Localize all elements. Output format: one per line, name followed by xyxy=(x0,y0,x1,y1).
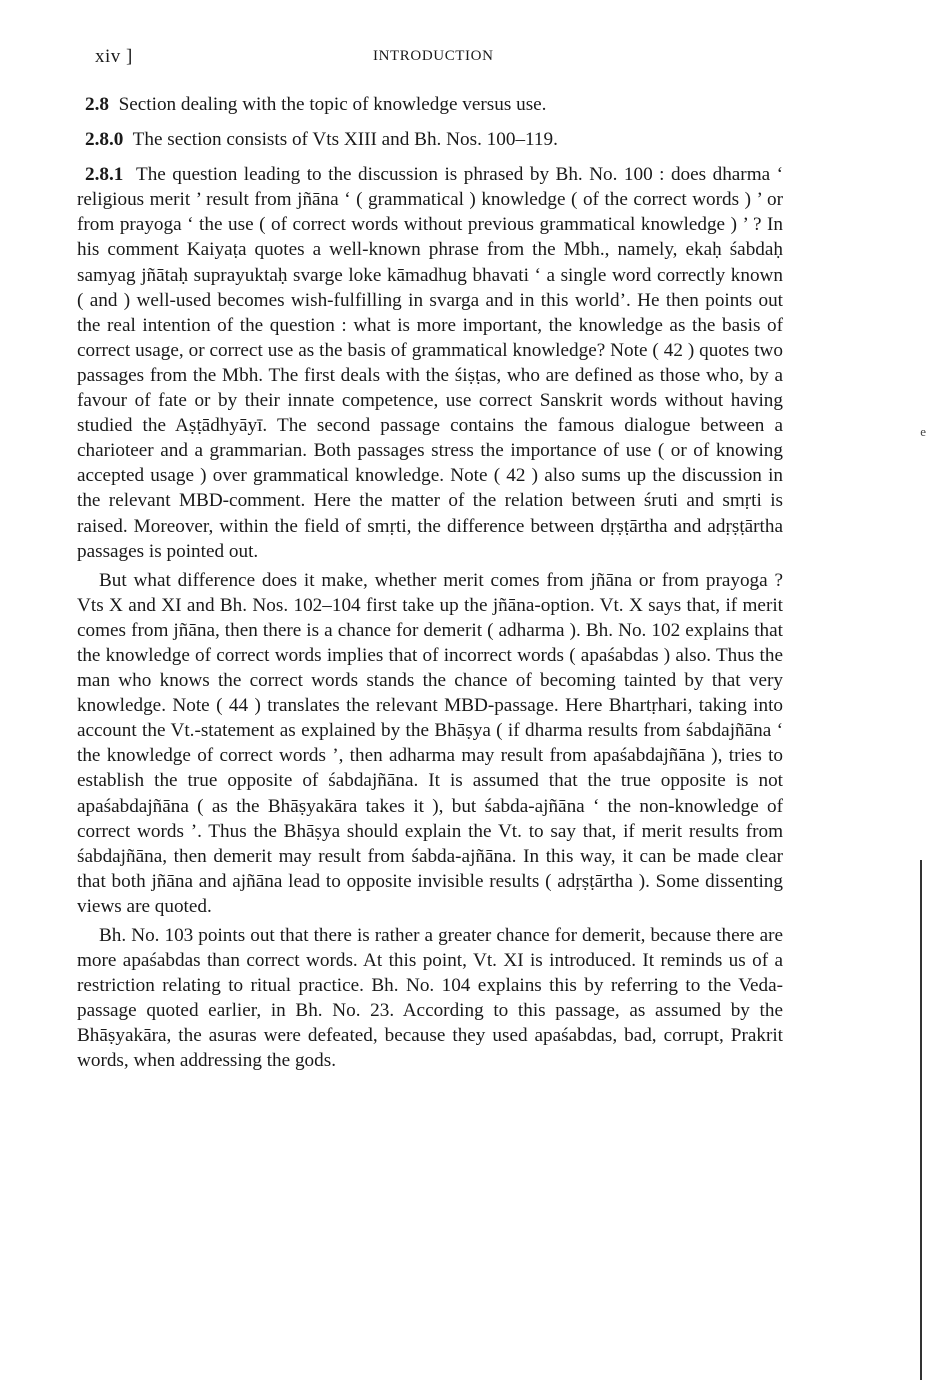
section-2-8-0 xyxy=(77,127,783,152)
section-number: 2.8 xyxy=(85,94,109,115)
scan-edge-line xyxy=(920,860,922,1380)
section-2-8 xyxy=(77,92,783,117)
section-text: The question leading to the discussion is phrased by Bh. No. 100 : does dharma ‘ religious merit ’ result from jñāna ‘ ( grammatical ) knowledge ( of the correct words ) ’ or from prayoga ‘ the use ( of correct words without previous grammatical knowledge ) ’ ? In his comment Kaiyaṭa quotes a well-known phrase from the Mbh., namely, ekaḥ śabdaḥ samyag jñātaḥ suprayuktaḥ svarge loke kāmadhug bhavati ‘ a single word correctly known ( and ) well-used becomes wish-fulfilling in svarga and in this world’. He then points out the real intention of the question : what is more important, the knowledge as the basis of correct usage, or correct use as the basis of grammatical knowledge? Note ( 42 ) quotes two passages from the Mbh. The first deals with the śiṣṭas, who are defined as those who, by a favour of fate or by their innate competence, use correct Sanskrit words without having studied the Aṣṭādhyāyī. The second passage contains the famous dialogue between a charioteer and a grammarian. Both passages stress the importance of use ( or of knowing accepted usage ) over grammatical knowledge. Note ( 42 ) also sums up the discussion in the relevant MBD-comment. Here the matter of the relation between śruti and smṛti is raised. Moreover, within the field of smṛti, the difference between dṛṣṭārtha and adṛṣṭārtha passages is pointed out. xyxy=(77,164,784,562)
section-number: 2.8.1 xyxy=(85,164,124,186)
section-2-8-1 xyxy=(77,162,783,564)
running-head: INTRODUCTION xyxy=(373,48,494,64)
page-number: xiv ] xyxy=(95,46,133,67)
section-text: Section dealing with the topic of knowledge versus use. xyxy=(118,94,547,115)
section-text: The section consists of Vts XIII and Bh. Nos. 100–119. xyxy=(132,129,558,151)
paragraph-jnana-prayoga: But what difference does it make, whether merit comes from jñāna or from prayoga ? Vts X and XI and Bh. Nos. 102–104 first take up the jñāna-option. Vt. X says that, if merit comes from jñāna, then there is a chance for demerit ( adharma ). Bh. No. 102 explains that the knowledge of correct words implies that of incorrect words ( apaśabdas ) also. Thus the man who knows the correct words stands the chance of becoming tainted by that very knowledge. Note ( 44 ) translates the relevant MBD-passage. Here Bhartṛhari, taking into account the Vt.-statement as explained by the Bhāṣya ( if dharma results from śabdajñāna ‘ the knowledge of correct words ’, then adharma may result from apaśabdajñāna ), tries to establish the true opposite of śabdajñāna. It is assumed that the true opposite is not apaśabdajñāna ( as the Bhāṣyakāra takes it ), but śabda-ajñāna ‘ the non-knowledge of correct words ’. Thus the Bhāṣya should explain the Vt. to say that, if merit results from śabdajñāna, then demerit may result from śabda-ajñāna. In this way, it can be made clear that both jñāna and ajñāna lead to opposite invisible results ( adṛṣṭārtha ). Some dissenting views are quoted. xyxy=(77,569,783,917)
scan-edge-mark: e xyxy=(920,424,926,439)
body-text xyxy=(77,92,783,1074)
page-header xyxy=(95,46,795,70)
paragraph-bh-103: Bh. No. 103 points out that there is rather a greater chance for demerit, because there are more apaśabdas than correct words. At this point, Vt. XI is introduced. It reminds us of a restriction relating to ritual practice. Bh. No. 104 explains this by referring to the Veda-passage quoted earlier, in Bh. No. 23. According to this passage, as assumed by the Bhāṣyakāra, the asuras were defeated, because they used apaśabdas, bad, corrupt, Prakrit words, when addressing the gods. xyxy=(77,925,783,1072)
section-number: 2.8.0 xyxy=(85,129,124,151)
